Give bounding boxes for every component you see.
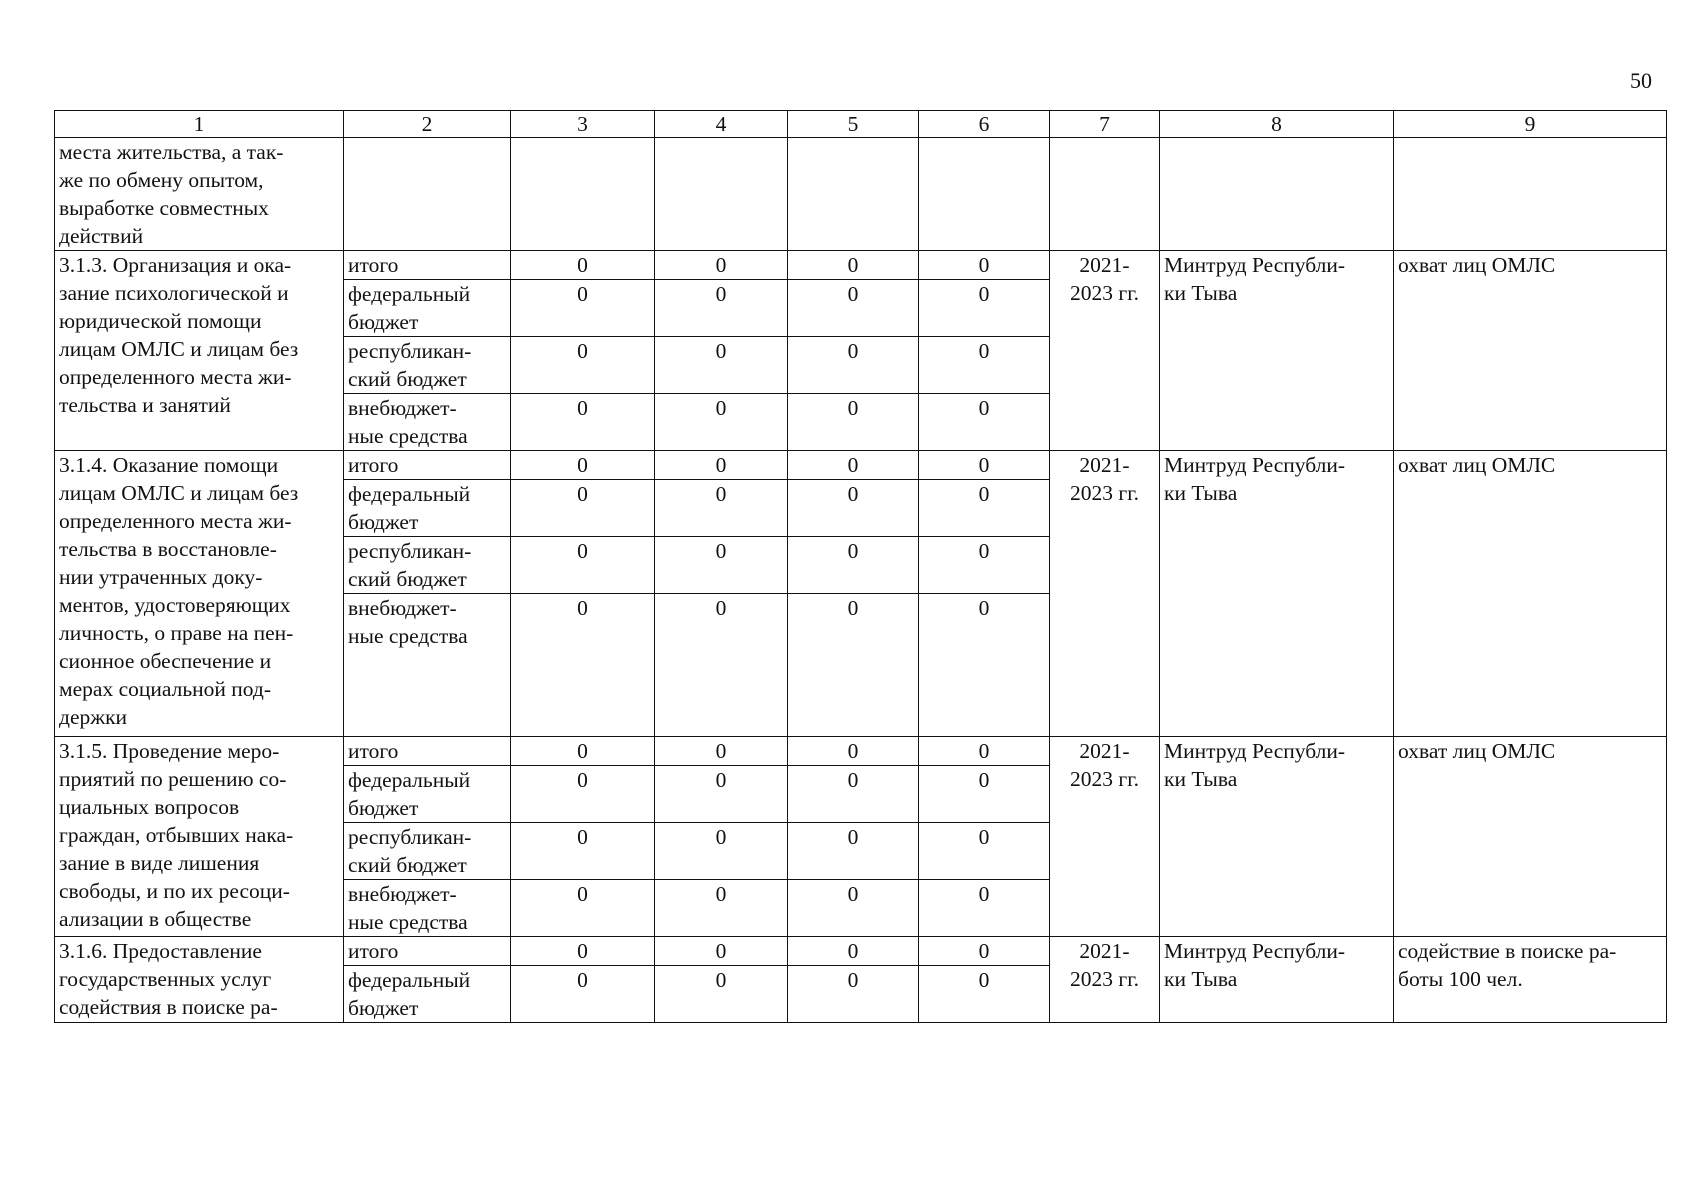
text-line: охват лиц ОМЛС (1398, 453, 1556, 477)
program-activities-table (54, 110, 1667, 1023)
result-cell (1394, 451, 1667, 737)
text-line: ки Тыва (1164, 481, 1238, 505)
text-line: зание в виде лишения (59, 851, 260, 875)
text-line: свободы, и по их ресоци- (59, 879, 290, 903)
amount-cell: 0 (919, 480, 1050, 537)
amount-cell: 0 (511, 280, 655, 337)
text-line: внебюджет- (348, 882, 457, 906)
executor-cell (1160, 251, 1394, 451)
amount-cell: 0 (788, 966, 919, 1023)
header-cell: 3 (511, 111, 655, 138)
text-line: ки Тыва (1164, 767, 1238, 791)
text-line: боты 100 чел. (1398, 967, 1523, 991)
text-line: 2023 гг. (1070, 967, 1139, 991)
amount-cell: 0 (788, 880, 919, 937)
empty-cell (1050, 138, 1160, 251)
text-line: граждан, отбывших нака- (59, 823, 294, 847)
empty-cell (511, 138, 655, 251)
amount-cell: 0 (919, 537, 1050, 594)
text-line: 3.1.3. Организация и ока- (59, 253, 292, 277)
amount-cell: 0 (788, 594, 919, 737)
text-line: ский бюджет (348, 853, 467, 877)
activity-name-cell (55, 251, 344, 451)
amount-cell: 0 (788, 280, 919, 337)
text-line: ные средства (348, 424, 468, 448)
funding-source-cell (344, 594, 511, 737)
funding-source-cell (344, 394, 511, 451)
text-line: ализации в обществе (59, 907, 252, 931)
amount-cell: 0 (919, 823, 1050, 880)
text-line: 2023 гг. (1070, 767, 1139, 791)
amount-cell: 0 (788, 823, 919, 880)
table-row (55, 737, 1667, 766)
header-row (55, 111, 1667, 138)
funding-source-cell (344, 337, 511, 394)
empty-cell (655, 138, 788, 251)
header-cell: 1 (55, 111, 344, 138)
amount-cell: 0 (919, 594, 1050, 737)
amount-cell: 0 (788, 451, 919, 480)
executor-cell (1160, 451, 1394, 737)
text-line: 2021- (1079, 453, 1130, 477)
text-line: бюджет (348, 996, 419, 1020)
text-line: тельства в восстановле- (59, 537, 277, 561)
amount-cell: 0 (511, 394, 655, 451)
text-line: определенного места жи- (59, 365, 292, 389)
amount-cell: 0 (655, 280, 788, 337)
amount-cell: 0 (655, 766, 788, 823)
table-body (55, 111, 1667, 1023)
empty-cell (344, 138, 511, 251)
text-line: охват лиц ОМЛС (1398, 253, 1556, 277)
empty-cell (919, 138, 1050, 251)
amount-cell: 0 (919, 251, 1050, 280)
amount-cell: 0 (919, 337, 1050, 394)
executor-cell (1160, 737, 1394, 937)
text-line: тельства и занятий (59, 393, 231, 417)
text-line: бюджет (348, 510, 419, 534)
text-line: федеральный (348, 482, 471, 506)
period-cell (1050, 451, 1160, 737)
text-line: федеральный (348, 282, 471, 306)
activity-name-cell (55, 737, 344, 937)
funding-source-cell (344, 537, 511, 594)
amount-cell: 0 (788, 394, 919, 451)
amount-cell: 0 (788, 251, 919, 280)
amount-cell: 0 (788, 937, 919, 966)
period-cell (1050, 737, 1160, 937)
text-line: республикан- (348, 825, 472, 849)
amount-cell: 0 (655, 966, 788, 1023)
amount-cell: 0 (788, 737, 919, 766)
text-line: юридической помощи (59, 309, 262, 333)
table-row (55, 937, 1667, 966)
text-line: нии утраченных доку- (59, 565, 263, 589)
funding-source-cell (344, 480, 511, 537)
amount-cell: 0 (919, 766, 1050, 823)
funding-source-cell (344, 766, 511, 823)
text-line: республикан- (348, 539, 472, 563)
amount-cell: 0 (511, 594, 655, 737)
text-line: Минтруд Республи- (1164, 939, 1346, 963)
text-line: 2023 гг. (1070, 481, 1139, 505)
text-line: лицам ОМЛС и лицам без (59, 337, 299, 361)
empty-cell (1394, 138, 1667, 251)
amount-cell: 0 (511, 451, 655, 480)
funding-source-cell (344, 880, 511, 937)
text-line: содействия в поиске ра- (59, 995, 278, 1019)
table-row (55, 451, 1667, 480)
text-line: места жительства, а так- (59, 140, 284, 164)
amount-cell: 0 (511, 251, 655, 280)
text-line: внебюджет- (348, 596, 457, 620)
activity-name-cell (55, 451, 344, 737)
empty-cell (1160, 138, 1394, 251)
text-line: ментов, удостоверяющих (59, 593, 291, 617)
text-line: приятий по решению со- (59, 767, 287, 791)
amount-cell: 0 (919, 280, 1050, 337)
text-line: содействие в поиске ра- (1398, 939, 1617, 963)
amount-cell: 0 (511, 337, 655, 394)
text-line: федеральный (348, 968, 471, 992)
period-cell (1050, 251, 1160, 451)
amount-cell: 0 (655, 880, 788, 937)
text-line: ные средства (348, 910, 468, 934)
amount-cell: 0 (655, 937, 788, 966)
text-line: государственных услуг (59, 967, 272, 991)
text-line: выработке совместных (59, 196, 269, 220)
amount-cell: 0 (788, 480, 919, 537)
text-line: 2023 гг. (1070, 281, 1139, 305)
text-line: итого (348, 253, 399, 277)
amount-cell: 0 (919, 737, 1050, 766)
amount-cell: 0 (919, 394, 1050, 451)
text-line: Минтруд Республи- (1164, 739, 1346, 763)
text-line: 3.1.5. Проведение меро- (59, 739, 280, 763)
header-cell: 6 (919, 111, 1050, 138)
text-line: Минтруд Республи- (1164, 253, 1346, 277)
activity-name-cell (55, 937, 344, 1023)
text-line: 2021- (1079, 739, 1130, 763)
continuation-row (55, 138, 1667, 251)
text-line: итого (348, 939, 399, 963)
text-line: ский бюджет (348, 367, 467, 391)
text-line: бюджет (348, 796, 419, 820)
amount-cell: 0 (655, 337, 788, 394)
funding-source-cell (344, 966, 511, 1023)
funding-source-cell (344, 451, 511, 480)
text-line: держки (59, 705, 128, 729)
header-cell: 2 (344, 111, 511, 138)
amount-cell: 0 (511, 480, 655, 537)
executor-cell (1160, 937, 1394, 1023)
amount-cell: 0 (511, 966, 655, 1023)
text-line: итого (348, 739, 399, 763)
result-cell (1394, 737, 1667, 937)
amount-cell: 0 (788, 766, 919, 823)
text-line: итого (348, 453, 399, 477)
amount-cell: 0 (788, 537, 919, 594)
amount-cell: 0 (655, 451, 788, 480)
funding-source-cell (344, 823, 511, 880)
amount-cell: 0 (788, 337, 919, 394)
amount-cell: 0 (511, 537, 655, 594)
header-cell: 8 (1160, 111, 1394, 138)
header-cell: 5 (788, 111, 919, 138)
text-line: определенного места жи- (59, 509, 292, 533)
page-number: 50 (1630, 68, 1652, 93)
text-line: ные средства (348, 624, 468, 648)
text-line: 3.1.6. Предоставление (59, 939, 262, 963)
text-line: 2021- (1079, 939, 1130, 963)
funding-source-cell (344, 937, 511, 966)
period-cell (1050, 937, 1160, 1023)
funding-source-cell (344, 737, 511, 766)
amount-cell: 0 (511, 937, 655, 966)
result-cell (1394, 251, 1667, 451)
amount-cell: 0 (511, 766, 655, 823)
text-line: мерах социальной под- (59, 677, 272, 701)
text-line: сионное обеспечение и (59, 649, 272, 673)
amount-cell: 0 (655, 251, 788, 280)
text-line: федеральный (348, 768, 471, 792)
amount-cell: 0 (919, 451, 1050, 480)
table-row (55, 251, 1667, 280)
text-line: ки Тыва (1164, 281, 1238, 305)
result-cell (1394, 937, 1667, 1023)
text-line: республикан- (348, 339, 472, 363)
text-line: бюджет (348, 310, 419, 334)
header-cell: 4 (655, 111, 788, 138)
amount-cell: 0 (655, 537, 788, 594)
empty-cell (788, 138, 919, 251)
amount-cell: 0 (655, 823, 788, 880)
amount-cell: 0 (655, 480, 788, 537)
amount-cell: 0 (511, 823, 655, 880)
amount-cell: 0 (919, 966, 1050, 1023)
text-line: Минтруд Республи- (1164, 453, 1346, 477)
header-cell: 7 (1050, 111, 1160, 138)
funding-source-cell (344, 280, 511, 337)
text-line: же по обмену опытом, (59, 168, 264, 192)
amount-cell: 0 (511, 880, 655, 937)
text-line: лицам ОМЛС и лицам без (59, 481, 299, 505)
text-line: ский бюджет (348, 567, 467, 591)
amount-cell: 0 (655, 394, 788, 451)
text-line: ки Тыва (1164, 967, 1238, 991)
amount-cell: 0 (919, 880, 1050, 937)
amount-cell: 0 (511, 737, 655, 766)
text-line: 2021- (1079, 253, 1130, 277)
header-cell: 9 (1394, 111, 1667, 138)
amount-cell: 0 (655, 594, 788, 737)
amount-cell: 0 (655, 737, 788, 766)
funding-source-cell (344, 251, 511, 280)
text-line: циальных вопросов (59, 795, 240, 819)
activity-name-cell (55, 138, 344, 251)
amount-cell: 0 (919, 937, 1050, 966)
text-line: действий (59, 224, 144, 248)
text-line: 3.1.4. Оказание помощи (59, 453, 279, 477)
text-line: личность, о праве на пен- (59, 621, 294, 645)
text-line: охват лиц ОМЛС (1398, 739, 1556, 763)
text-line: зание психологической и (59, 281, 289, 305)
text-line: внебюджет- (348, 396, 457, 420)
